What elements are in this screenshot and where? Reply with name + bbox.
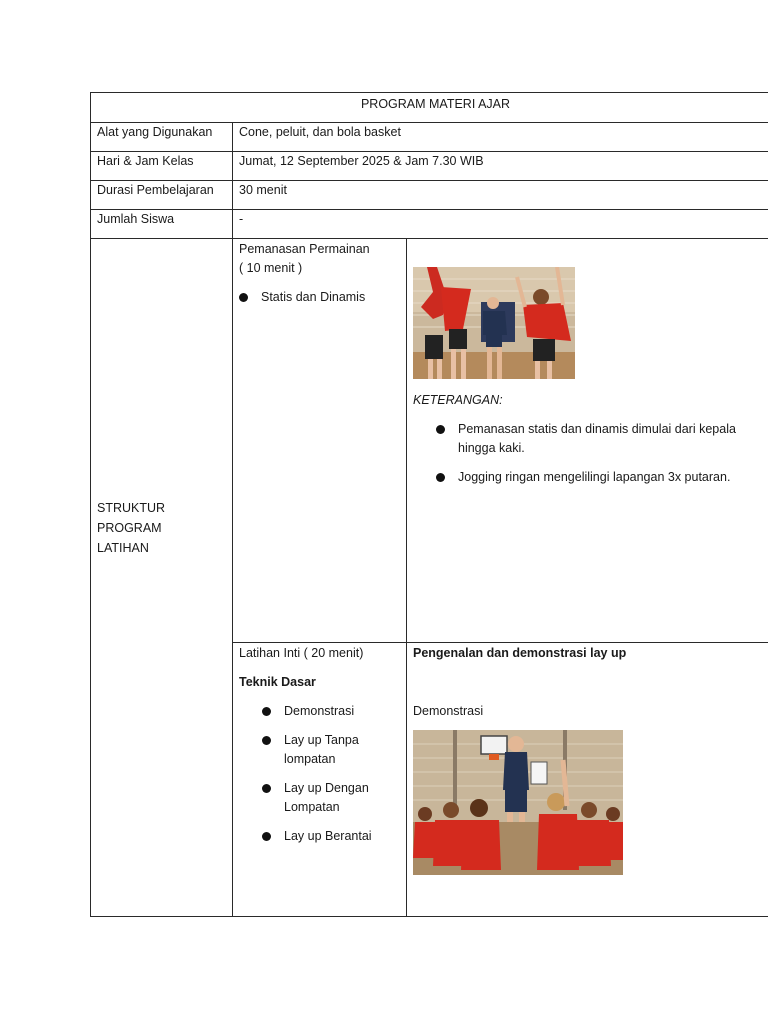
list-item [436,420,768,458]
value-siswa: - [233,210,768,239]
bullet-dot-icon [436,425,445,434]
inti-item-2: Lay up Dengan Lompatan [284,781,369,814]
pemanasan-item-0: Statis dan Dinamis [261,290,366,304]
layup-demonstration-illustration [413,730,623,875]
value-alat: Cone, peluit, dan bola basket [233,123,768,152]
label-hari: Hari & Jam Kelas [91,152,233,181]
bullet-dot-icon [262,784,271,793]
bullet-dot-icon [239,293,248,302]
struktur-label-line1: STRUKTUR PROGRAM [97,500,166,535]
table-title: PROGRAM MATERI AJAR [91,93,768,123]
inti-heading: Pengenalan dan demonstrasi lay up [413,646,627,660]
label-durasi: Durasi Pembelajaran [91,181,233,210]
struktur-label-line2: LATIHAN [97,540,149,555]
bullet-dot-icon [436,473,445,482]
list-item [436,468,768,487]
struktur-label-cell [91,239,233,917]
keterangan-item-0: Pemanasan statis dan dinamis dimulai dari kepala hingga kaki. [458,422,736,455]
layup-demonstration-photo [413,730,623,875]
list-item [262,731,382,769]
pemanasan-duration: ( 10 menit ) [239,261,303,275]
value-hari: Jumat, 12 September 2025 & Jam 7.30 WIB [233,152,768,181]
list-item [262,702,382,721]
pemanasan-cell [233,239,407,643]
keterangan-item-1: Jogging ringan mengelilingi lapangan 3x putaran. [458,470,731,484]
keterangan-label: KETERANGAN: [413,393,503,407]
inti-item-3: Lay up Berantai [284,829,372,843]
value-durasi: 30 menit [233,181,768,210]
label-alat: Alat yang Digunakan [91,123,233,152]
bullet-dot-icon [262,736,271,745]
list-item [239,288,400,307]
warmup-stretching-illustration [413,267,575,379]
inti-cell [233,643,407,917]
materi-table [90,92,768,917]
inti-subtitle: Teknik Dasar [239,675,316,689]
inti-title: Latihan Inti ( 20 menit) [239,646,364,660]
struktur-label [97,498,226,558]
inti-item-0: Demonstrasi [284,704,355,718]
bullet-dot-icon [262,707,271,716]
list-item [262,779,382,817]
bullet-dot-icon [262,832,271,841]
inti-caption: Demonstrasi [413,704,484,718]
inti-detail-cell [407,643,768,917]
list-item [262,827,382,846]
inti-item-1: Lay up Tanpa lompatan [284,733,359,766]
warmup-stretching-photo [413,267,575,379]
pemanasan-detail-cell [407,239,768,643]
pemanasan-title: Pemanasan Permainan [239,242,370,256]
label-siswa: Jumlah Siswa [91,210,233,239]
